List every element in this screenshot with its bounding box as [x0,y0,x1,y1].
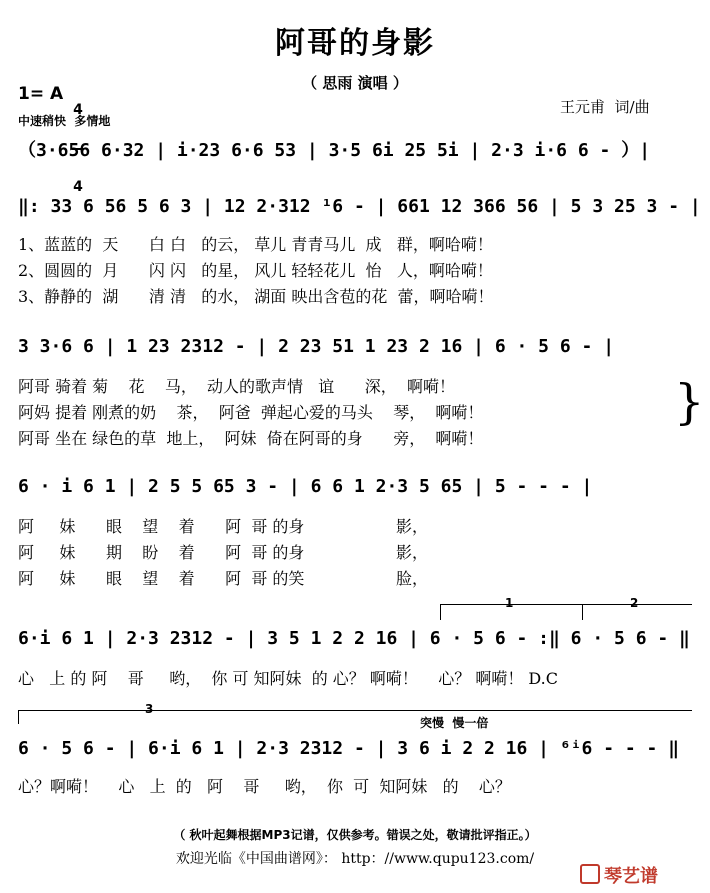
volta-3-label: 3 [145,702,154,716]
score-line-5: 6·i 6 1 | 2·3 2312 - | 3 5 1 2 2 16 | 6 · 5 6 - :‖ 6 · 5 6 - ‖ [18,628,690,649]
watermark-logo [580,862,658,888]
site-welcome: 欢迎光临《中国曲谱网》： http：//www.qupu123.com/ [175,851,535,867]
volta-bracket-3-left [18,710,19,724]
time-signature-top: 4 [73,102,83,118]
volta-bracket-2-left [582,604,583,620]
lyric-verse-1: 1、蓝蓝的 天 白 白 的云， 草儿 青青马儿 成 群，啊哈嗬！ [18,235,493,254]
volta-bracket-3 [18,710,692,711]
volta-bracket-1 [440,604,590,605]
tempo-marking: 中速稍快 多情地 [18,114,111,128]
score-line-3: 3 3·6 6 | 1 23 2312 - | 2 23 51 1 23 2 16 | 6 · 5 6 - | [18,336,615,357]
score-line-4: 6 · i 6 1 | 2 5 5 65 3 - | 6 6 1 2·3 5 65 | 5 - - - | [18,476,593,497]
transcriber-note: （ 秋叶起舞根据MP3记谱，仅供参考。错误之处，敬请批评指正。） [173,828,537,842]
page-title: 阿哥的身影 [275,26,435,61]
key-signature: 1= A [18,84,64,104]
score-line-6: 6 · 5 6 - | 6·i 6 1 | 2·3 2312 - | 3 6 i 2 2 16 | ⁶ⁱ6 - - - ‖ [18,738,680,759]
lyric-brace: } [674,374,705,430]
lyric-line-4c: 阿 妹 眼 望 着 阿 哥 的笑 脸， [18,569,428,588]
lyric-verse-2: 2、圆圆的 月 闪 闪 的星， 风儿 轻轻花儿 怡 人，啊哈嗬！ [18,261,493,280]
lyric-line-5: 心 上 的 阿 哥 哟， 你 可 知阿妹 的 心？ 啊嗬！ 心？ 啊嗬！ D.C [18,669,558,688]
lyric-verse-3: 3、静静的 湖 清 清 的水， 湖面 映出含苞的花 蕾，啊哈嗬！ [18,287,494,306]
volta-1-label: 1 [505,596,514,610]
score-line-2: ‖: 33 6 56 5 6 3 | 12 2·312 ¹6 - | 661 12 366 56 | 5 3 25 3 - | [18,196,701,217]
volta-2-label: 2 [630,596,639,610]
time-signature-bottom: 4 [73,179,83,195]
lyric-line-3a: 阿哥 骑着 菊 花 马， 动人的歌声情 谊 深， 啊嗬！ [18,377,455,396]
performer-subtitle: （ 思雨 演唱 ） [302,74,408,92]
composer-credit: 王元甫 词/曲 [560,98,650,116]
volta-bracket-1-left [440,604,441,620]
score-line-1: （3·656 6·32 | i·23 6·6 53 | 3·5 6i 25 5i | 2·3 i·6 6 - ）| [18,140,651,161]
tempo-change-mark: 突慢 慢一倍 [420,716,489,730]
lyric-line-4b: 阿 妹 期 盼 着 阿 哥 的身 影， [18,543,428,562]
lyric-line-3c: 阿哥 坐在 绿色的草 地上， 阿妹 倚在阿哥的身 旁， 啊嗬！ [18,429,484,448]
lyric-line-4a: 阿 妹 眼 望 着 阿 哥 的身 影， [18,517,428,536]
lyric-line-3b: 阿妈 提着 刚煮的奶 茶， 阿爸 弹起心爱的马头 琴， 啊嗬！ [18,403,484,422]
logo-icon [580,864,600,884]
logo-text: 琴艺谱 [604,866,658,887]
lyric-line-6: 心？啊嗬！ 心 上 的 阿 哥 哟， 你 可 知阿妹 的 心？ [18,777,511,796]
